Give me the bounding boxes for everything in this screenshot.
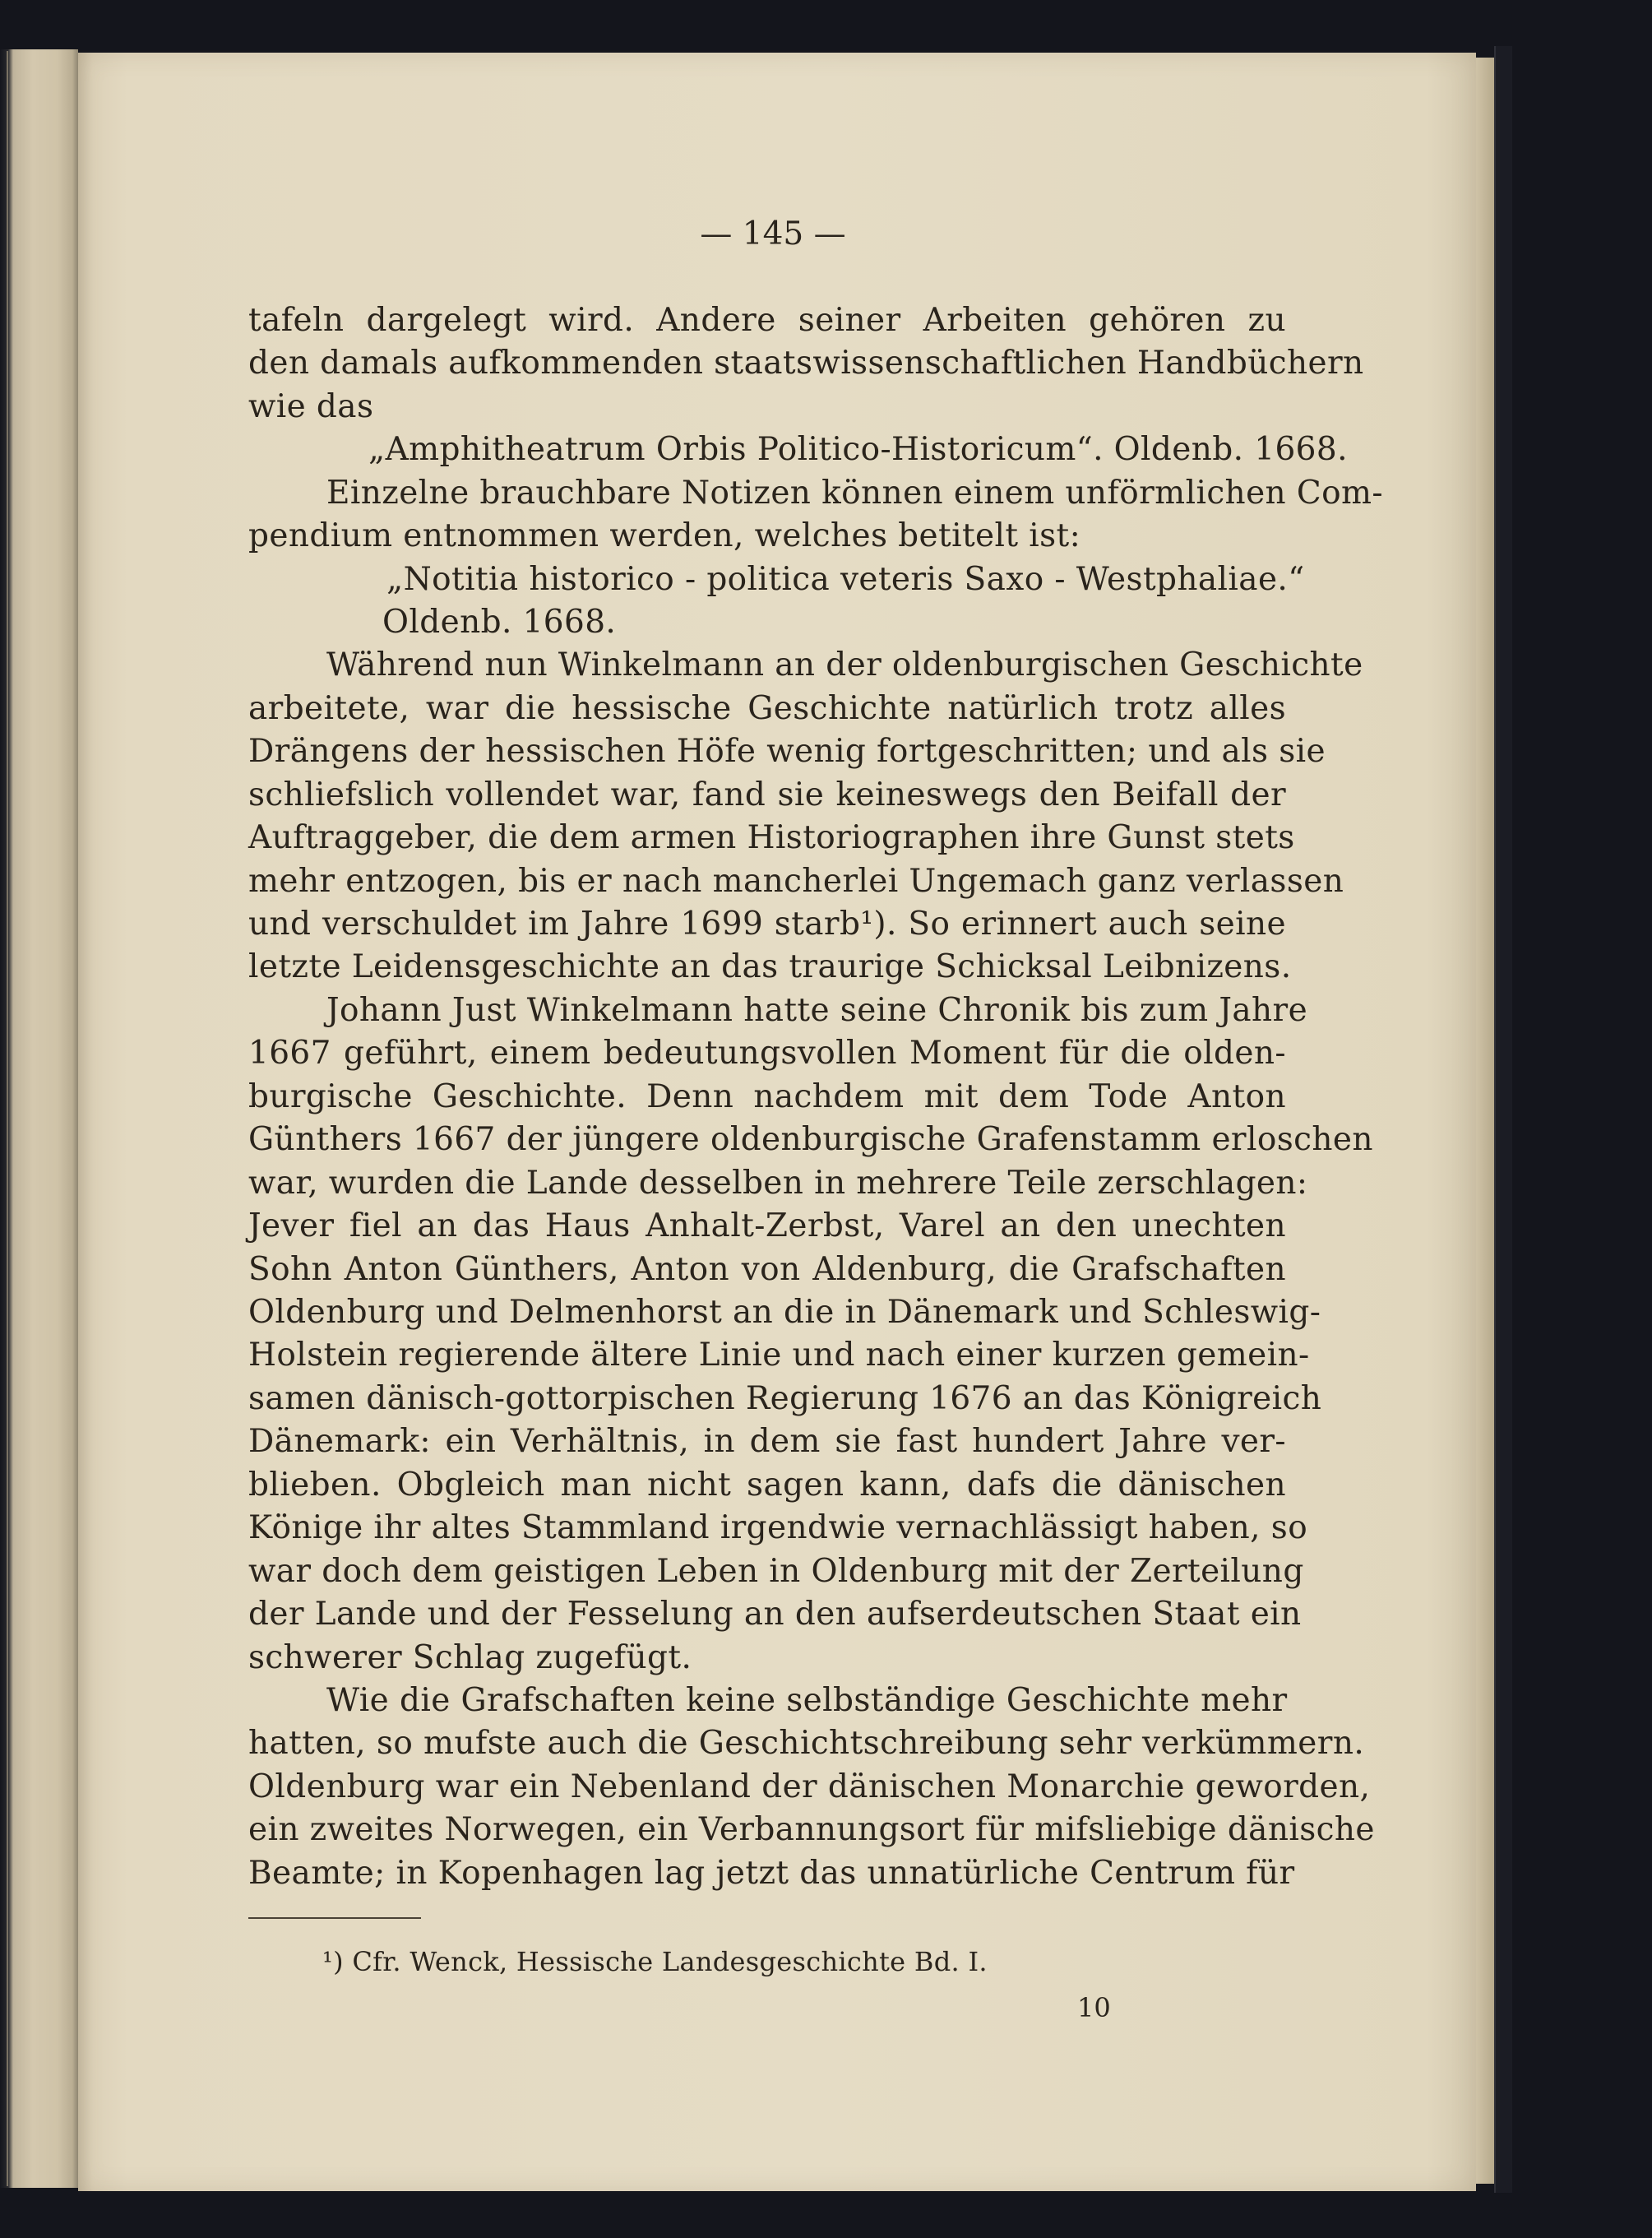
footnote-rule — [248, 1917, 421, 1919]
text-line: hatten, so mufste auch die Geschichtschreibung sehr verkümmern. — [248, 1725, 1365, 1762]
text-line: schwerer Schlag zugefügt. — [248, 1639, 692, 1676]
text-line: den damals aufkommenden staatswissenschaftlichen Handbüchern — [248, 345, 1364, 382]
text-line: Einzelne brauchbare Notizen können einem unförmlichen Com- — [326, 475, 1383, 512]
page-number: — 145 — — [700, 215, 846, 253]
text-line: Drängens der hessischen Höfe wenig fortgeschritten; und als sie — [248, 733, 1326, 770]
text-line: Oldenburg war ein Nebenland der dänischen Monarchie geworden, — [248, 1768, 1371, 1805]
text-line: pendium entnommen werden, welches betitelt ist: — [248, 517, 1081, 554]
text-line: Beamte; in Kopenhagen lag jetzt das unnatürliche Centrum für — [248, 1855, 1295, 1892]
text-line: Günthers 1667 der jüngere oldenburgische Grafenstamm erloschen — [248, 1121, 1373, 1158]
text-line: tafeln dargelegt wird. Andere seiner Arbeiten gehören zu — [248, 302, 1286, 339]
text-line: blieben. Obgleich man nicht sagen kann, dafs die dänischen — [248, 1467, 1286, 1504]
text-line: und verschuldet im Jahre 1699 starb¹). So erinnert auch seine — [248, 906, 1286, 943]
text-line: wie das — [248, 388, 374, 425]
text-line: Könige ihr altes Stammland irgendwie vernachlässigt haben, so — [248, 1509, 1308, 1546]
text-line: Auftraggeber, die dem armen Historiographen ihre Gunst stets — [248, 819, 1295, 856]
page-stack-edge — [1476, 58, 1494, 2184]
text-line: 1667 geführt, einem bedeutungsvollen Moment für die olden- — [248, 1035, 1286, 1072]
left-book-cover — [0, 49, 78, 2188]
text-line: samen dänisch-gottorpischen Regierung 1676 an das Königreich — [248, 1380, 1322, 1417]
signature-mark: 10 — [1077, 1992, 1111, 2023]
text-line: Wie die Grafschaften keine selbständige Geschichte mehr — [326, 1682, 1288, 1719]
text-line: Johann Just Winkelmann hatte seine Chronik bis zum Jahre — [326, 992, 1308, 1029]
text-line: burgische Geschichte. Denn nachdem mit dem Tode Anton — [248, 1078, 1286, 1115]
text-line: Sohn Anton Günthers, Anton von Aldenburg, die Grafschaften — [248, 1251, 1286, 1288]
text-line: arbeitete, war die hessische Geschichte natürlich trotz alles — [248, 690, 1286, 727]
right-book-cover — [1494, 46, 1512, 2193]
text-line: letzte Leidensgeschichte an das traurige Schicksal Leibnizens. — [248, 948, 1292, 985]
footnote: ¹) Cfr. Wenck, Hessische Landesgeschichte Bd. I. — [322, 1946, 988, 1977]
text-line: war, wurden die Lande desselben in mehrere Teile zerschlagen: — [248, 1165, 1308, 1202]
text-line: Jever fiel an das Haus Anhalt-Zerbst, Varel an den unechten — [248, 1207, 1286, 1244]
text-line: war doch dem geistigen Leben in Oldenburg mit der Zerteilung — [248, 1553, 1304, 1590]
text-line: „Amphitheatrum Orbis Politico-Historicum“. Oldenb. 1668. — [368, 431, 1348, 468]
text-line: Dänemark: ein Verhältnis, in dem sie fast hundert Jahre ver- — [248, 1423, 1286, 1460]
text-line: „Notitia historico - politica veteris Saxo - Westphaliae.“ — [386, 561, 1305, 598]
text-line: mehr entzogen, bis er nach mancherlei Ungemach ganz verlassen — [248, 863, 1344, 900]
text-line: Holstein regierende ältere Linie und nach einer kurzen gemein- — [248, 1337, 1310, 1374]
text-line: schliefslich vollendet war, fand sie keineswegs den Beifall der — [248, 776, 1286, 813]
text-line: Oldenb. 1668. — [382, 604, 617, 641]
text-line: Oldenburg und Delmenhorst an die in Dänemark und Schleswig- — [248, 1294, 1321, 1331]
text-line: der Lande und der Fesselung an den aufserdeutschen Staat ein — [248, 1596, 1302, 1633]
text-line: Während nun Winkelmann an der oldenburgischen Geschichte — [326, 646, 1363, 683]
cover-edge-line — [7, 51, 8, 2186]
text-line: ein zweites Norwegen, ein Verbannungsort für mifsliebige dänische — [248, 1811, 1375, 1848]
